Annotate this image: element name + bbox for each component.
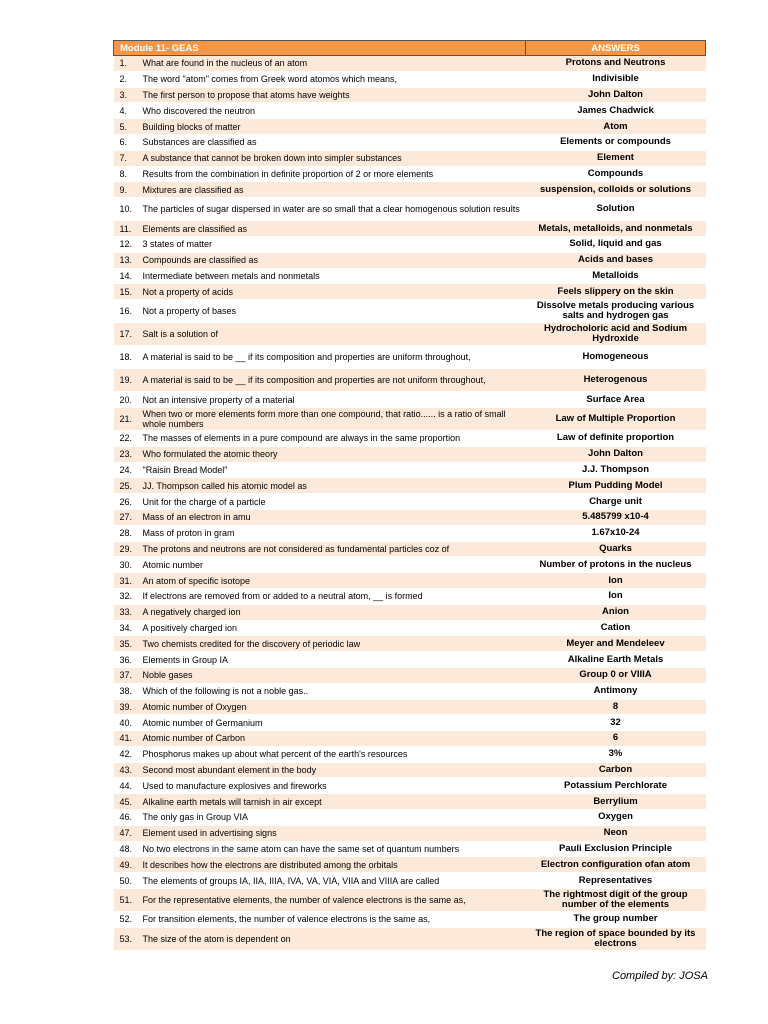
question-text: Who formulated the atomic theory: [142, 449, 278, 460]
question-cell: [114, 300, 526, 323]
question-cell: [114, 825, 526, 841]
item-number: 43.: [119, 765, 133, 776]
table-row: [114, 841, 706, 857]
table-row: [114, 56, 706, 72]
question-cell: [114, 87, 526, 103]
question-text: Salt is a solution of: [142, 329, 219, 340]
question-cell: [114, 525, 526, 541]
answer-cell: Charge unit: [526, 494, 706, 510]
table-row: [114, 407, 706, 430]
table-row: [114, 557, 706, 573]
item-number: 14.: [119, 270, 133, 281]
table-row: [114, 494, 706, 510]
qa-table: [113, 40, 706, 951]
question-text: For the representative elements, the number of valence electrons is the same as,: [142, 895, 466, 906]
item-number: 23.: [119, 449, 133, 460]
table-row: [114, 103, 706, 119]
question-text: Mass of an electron in amu: [142, 512, 251, 523]
answer-cell: Plum Pudding Model: [526, 478, 706, 494]
answer-cell: Atom: [526, 119, 706, 135]
table-row: [114, 430, 706, 446]
answer-cell: 5.485799 x10-4: [526, 509, 706, 525]
item-number: 18.: [119, 352, 133, 363]
table-row: [114, 509, 706, 525]
answer-cell: Cation: [526, 620, 706, 636]
table-row: [114, 667, 706, 683]
question-text: Intermediate between metals and nonmetals: [142, 270, 320, 281]
item-number: 9.: [119, 184, 128, 195]
question-cell: [114, 636, 526, 652]
answer-cell: Surface Area: [526, 392, 706, 408]
item-number: 17.: [119, 329, 133, 340]
question-cell: [114, 604, 526, 620]
table-row: [114, 478, 706, 494]
answer-cell: Antimony: [526, 683, 706, 699]
answer-cell: Metalloids: [526, 268, 706, 284]
table-row: [114, 525, 706, 541]
item-number: 28.: [119, 528, 133, 539]
item-number: 52.: [119, 914, 133, 925]
answer-cell: Ion: [526, 573, 706, 589]
question-cell: [114, 762, 526, 778]
table-row: [114, 236, 706, 252]
item-number: 13.: [119, 255, 133, 266]
question-cell: [114, 494, 526, 510]
question-text: Mixtures are classified as: [142, 184, 244, 195]
question-cell: [114, 323, 526, 346]
question-cell: [114, 103, 526, 119]
answer-cell: Acids and bases: [526, 252, 706, 268]
question-text: The size of the atom is dependent on: [142, 933, 291, 944]
question-cell: [114, 268, 526, 284]
question-text: When two or more elements form more than one compound, that ratio...... is a ratio of small whole numbers: [142, 408, 506, 429]
table-row: [114, 541, 706, 557]
table-row: [114, 927, 706, 950]
question-text: Elements are classified as: [142, 223, 248, 234]
item-number: 50.: [119, 875, 133, 886]
item-number: 15.: [119, 286, 133, 297]
question-cell: [114, 873, 526, 889]
item-number: 7.: [119, 153, 128, 164]
answer-cell: Metals, metalloids, and nonmetals: [526, 221, 706, 237]
question-text: Atomic number: [142, 559, 204, 570]
answer-cell: Hydrocholoric acid and Sodium Hydroxide: [526, 323, 706, 346]
question-text: JJ. Thompson called his atomic model as: [142, 480, 307, 491]
question-text: A material is said to be __ if its composition and properties are uniform throughout,: [142, 352, 471, 363]
answer-cell: Homogeneous: [526, 346, 706, 369]
table-row: [114, 182, 706, 198]
question-text: An atom of specific isotope: [142, 575, 251, 586]
answers-header: ANSWERS: [526, 41, 706, 56]
question-cell: [114, 667, 526, 683]
table-row: [114, 221, 706, 237]
qa-rows: [114, 56, 706, 951]
question-text: Atomic number of Oxygen: [142, 701, 247, 712]
answer-cell: The region of space bounded by its electrons: [526, 927, 706, 950]
item-number: 16.: [119, 306, 133, 317]
answer-cell: Alkaline Earth Metals: [526, 652, 706, 668]
table-row: [114, 636, 706, 652]
question-cell: [114, 221, 526, 237]
question-text: Alkaline earth metals will tarnish in air except: [142, 796, 322, 807]
question-text: No two electrons in the same atom can have the same set of quantum numbers: [142, 844, 460, 855]
question-cell: [114, 182, 526, 198]
answer-cell: Element: [526, 150, 706, 166]
table-row: [114, 588, 706, 604]
question-cell: [114, 557, 526, 573]
table-row: [114, 268, 706, 284]
question-text: Used to manufacture explosives and fireworks: [142, 780, 327, 791]
table-row: [114, 731, 706, 747]
item-number: 5.: [119, 121, 128, 132]
question-text: Two chemists credited for the discovery of periodic law: [142, 638, 361, 649]
question-cell: [114, 166, 526, 182]
item-number: 35.: [119, 638, 133, 649]
question-text: Building blocks of matter: [142, 121, 241, 132]
question-cell: [114, 683, 526, 699]
question-text: Results from the combination in definite proportion of 2 or more elements: [142, 168, 434, 179]
question-cell: [114, 478, 526, 494]
question-cell: [114, 198, 526, 221]
question-cell: [114, 927, 526, 950]
answer-cell: Ion: [526, 588, 706, 604]
question-cell: [114, 699, 526, 715]
table-row: [114, 762, 706, 778]
answer-cell: Anion: [526, 604, 706, 620]
item-number: 20.: [119, 394, 133, 405]
item-number: 48.: [119, 844, 133, 855]
answer-cell: Indivisible: [526, 71, 706, 87]
item-number: 38.: [119, 686, 133, 697]
table-row: [114, 604, 706, 620]
question-cell: [114, 236, 526, 252]
question-text: The protons and neutrons are not considered as fundamental particles coz of: [142, 543, 450, 554]
table-row: [114, 620, 706, 636]
question-text: A positively charged ion: [142, 622, 238, 633]
answer-cell: John Dalton: [526, 446, 706, 462]
item-number: 51.: [119, 895, 133, 906]
answer-cell: Heterogenous: [526, 369, 706, 392]
table-row: [114, 346, 706, 369]
answer-cell: Group 0 or VIIIA: [526, 667, 706, 683]
question-text: A negatively charged ion: [142, 607, 241, 618]
table-row: [114, 746, 706, 762]
item-number: 29.: [119, 543, 133, 554]
item-number: 47.: [119, 828, 133, 839]
question-text: Phosphorus makes up about what percent of the earth's resources: [142, 749, 408, 760]
answer-cell: Carbon: [526, 762, 706, 778]
answer-cell: Number of protons in the nucleus: [526, 557, 706, 573]
answer-cell: James Chadwick: [526, 103, 706, 119]
answer-cell: Berrylium: [526, 794, 706, 810]
item-number: 45.: [119, 796, 133, 807]
table-row: [114, 810, 706, 826]
table-row: [114, 87, 706, 103]
compiled-by-credit: Compiled by: JOSA: [612, 970, 708, 982]
question-text: Which of the following is not a noble gas..: [142, 686, 309, 697]
question-cell: [114, 392, 526, 408]
answer-cell: Dissolve metals producing various salts and hydrogen gas: [526, 300, 706, 323]
question-text: Elements in Group IA: [142, 654, 229, 665]
item-number: 46.: [119, 812, 133, 823]
table-row: [114, 889, 706, 912]
item-number: 39.: [119, 701, 133, 712]
table-row: [114, 150, 706, 166]
question-cell: [114, 446, 526, 462]
question-cell: [114, 346, 526, 369]
question-cell: [114, 541, 526, 557]
answer-cell: The rightmost digit of the group number of the elements: [526, 889, 706, 912]
table-row: [114, 652, 706, 668]
answer-cell: Solution: [526, 198, 706, 221]
item-number: 4.: [119, 105, 128, 116]
question-cell: [114, 857, 526, 873]
table-row: [114, 778, 706, 794]
answer-cell: 1.67x10-24: [526, 525, 706, 541]
item-number: 32.: [119, 591, 133, 602]
question-text: Not a property of acids: [142, 286, 234, 297]
answer-cell: John Dalton: [526, 87, 706, 103]
question-text: Unit for the charge of a particle: [142, 496, 266, 507]
item-number: 3.: [119, 89, 128, 100]
answer-cell: Law of definite proportion: [526, 430, 706, 446]
item-number: 21.: [119, 413, 133, 424]
table-row: [114, 323, 706, 346]
question-cell: [114, 620, 526, 636]
item-number: 37.: [119, 670, 133, 681]
question-text: Element used in advertising signs: [142, 828, 277, 839]
table-row: [114, 857, 706, 873]
table-row: [114, 912, 706, 928]
table-row: [114, 369, 706, 392]
item-number: 40.: [119, 717, 133, 728]
item-number: 6.: [119, 137, 128, 148]
item-number: 27.: [119, 512, 133, 523]
question-text: Not an intensive property of a material: [142, 394, 295, 405]
question-cell: [114, 652, 526, 668]
question-cell: [114, 810, 526, 826]
question-text: A material is said to be __ if its composition and properties are not uniform throughout,: [142, 375, 486, 386]
table-row: [114, 715, 706, 731]
question-text: The masses of elements in a pure compound are always in the same proportion: [142, 433, 461, 444]
answer-cell: Oxygen: [526, 810, 706, 826]
question-cell: [114, 509, 526, 525]
item-number: 26.: [119, 496, 133, 507]
table-row: [114, 573, 706, 589]
item-number: 34.: [119, 622, 133, 633]
table-row: [114, 71, 706, 87]
answer-cell: Meyer and Mendeleev: [526, 636, 706, 652]
table-row: [114, 134, 706, 150]
question-cell: [114, 778, 526, 794]
table-row: [114, 252, 706, 268]
answer-cell: Compounds: [526, 166, 706, 182]
question-cell: [114, 369, 526, 392]
item-number: 30.: [119, 559, 133, 570]
question-cell: [114, 912, 526, 928]
answer-cell: Elements or compounds: [526, 134, 706, 150]
question-text: Atomic number of Germanium: [142, 717, 263, 728]
question-cell: [114, 746, 526, 762]
item-number: 12.: [119, 239, 133, 250]
item-number: 19.: [119, 375, 133, 386]
answer-cell: Law of Multiple Proportion: [526, 407, 706, 430]
answer-cell: Potassium Perchlorate: [526, 778, 706, 794]
question-text: Mass of proton in gram: [142, 528, 235, 539]
question-text: It describes how the electrons are distributed among the orbitals: [142, 859, 398, 870]
table-row: [114, 392, 706, 408]
question-cell: [114, 715, 526, 731]
answer-cell: 6: [526, 731, 706, 747]
answer-cell: Solid, liquid and gas: [526, 236, 706, 252]
item-number: 49.: [119, 859, 133, 870]
question-cell: [114, 119, 526, 135]
item-number: 31.: [119, 575, 133, 586]
table-row: [114, 166, 706, 182]
question-cell: [114, 430, 526, 446]
question-cell: [114, 252, 526, 268]
question-text: Not a property of bases: [142, 306, 237, 317]
table-row: [114, 300, 706, 323]
question-cell: [114, 56, 526, 72]
table-row: [114, 446, 706, 462]
item-number: 42.: [119, 749, 133, 760]
answer-cell: suspension, colloids or solutions: [526, 182, 706, 198]
question-cell: [114, 407, 526, 430]
question-text: 3 states of matter: [142, 239, 213, 250]
header-row: [114, 41, 706, 56]
answer-cell: Feels slippery on the skin: [526, 284, 706, 300]
answer-cell: Neon: [526, 825, 706, 841]
question-cell: [114, 841, 526, 857]
question-cell: [114, 588, 526, 604]
answer-sheet: [113, 40, 705, 951]
item-number: 10.: [119, 204, 133, 215]
question-cell: [114, 889, 526, 912]
answer-cell: Protons and Neutrons: [526, 56, 706, 72]
question-text: The elements of groups IA, IIA, IIIA, IVA, VA, VIA, VIIA and VIIIA are called: [142, 875, 440, 886]
answer-cell: 8: [526, 699, 706, 715]
question-cell: [114, 134, 526, 150]
item-number: 25.: [119, 480, 133, 491]
item-number: 1.: [119, 58, 128, 69]
question-text: What are found in the nucleus of an atom: [142, 58, 308, 69]
table-row: [114, 284, 706, 300]
question-text: The particles of sugar dispersed in water are so small that a clear homogenous solution results: [142, 204, 520, 215]
question-cell: [114, 731, 526, 747]
answer-cell: The group number: [526, 912, 706, 928]
item-number: 24.: [119, 464, 133, 475]
module-title: Module 11- GEAS: [114, 41, 526, 56]
item-number: 33.: [119, 607, 133, 618]
answer-cell: J.J. Thompson: [526, 462, 706, 478]
item-number: 22.: [119, 433, 133, 444]
question-text: Second most abundant element in the body: [142, 765, 317, 776]
question-text: For transition elements, the number of valence electrons is the same as,: [142, 914, 431, 925]
table-row: [114, 683, 706, 699]
item-number: 2.: [119, 74, 128, 85]
question-text: The only gas in Group VIA: [142, 812, 249, 823]
table-row: [114, 794, 706, 810]
answer-cell: Electron configuration ofan atom: [526, 857, 706, 873]
question-text: Compounds are classified as: [142, 255, 259, 266]
question-text: Noble gases: [142, 670, 193, 681]
answer-cell: Representatives: [526, 873, 706, 889]
answer-cell: 32: [526, 715, 706, 731]
answer-cell: 3%: [526, 746, 706, 762]
question-cell: [114, 573, 526, 589]
question-text: Who discovered the neutron: [142, 105, 256, 116]
question-text: If electrons are removed from or added to a neutral atom, __ is formed: [142, 591, 423, 602]
item-number: 41.: [119, 733, 133, 744]
table-row: [114, 825, 706, 841]
question-text: The word "atom" comes from Greek word atomos which means,: [142, 74, 397, 85]
item-number: 53.: [119, 933, 133, 944]
question-text: Atomic number of Carbon: [142, 733, 246, 744]
item-number: 36.: [119, 654, 133, 665]
table-row: [114, 699, 706, 715]
item-number: 8.: [119, 168, 128, 179]
answer-cell: Quarks: [526, 541, 706, 557]
item-number: 11.: [119, 223, 132, 234]
question-cell: [114, 462, 526, 478]
table-row: [114, 873, 706, 889]
question-text: "Raisin Bread Model": [142, 464, 228, 475]
question-cell: [114, 794, 526, 810]
table-row: [114, 119, 706, 135]
question-cell: [114, 71, 526, 87]
answer-cell: Pauli Exclusion Principle: [526, 841, 706, 857]
question-text: The first person to propose that atoms have weights: [142, 89, 350, 100]
table-row: [114, 462, 706, 478]
question-cell: [114, 150, 526, 166]
item-number: 44.: [119, 780, 133, 791]
question-text: Substances are classified as: [142, 137, 257, 148]
table-row: [114, 198, 706, 221]
question-cell: [114, 284, 526, 300]
question-text: A substance that cannot be broken down into simpler substances: [142, 153, 402, 164]
